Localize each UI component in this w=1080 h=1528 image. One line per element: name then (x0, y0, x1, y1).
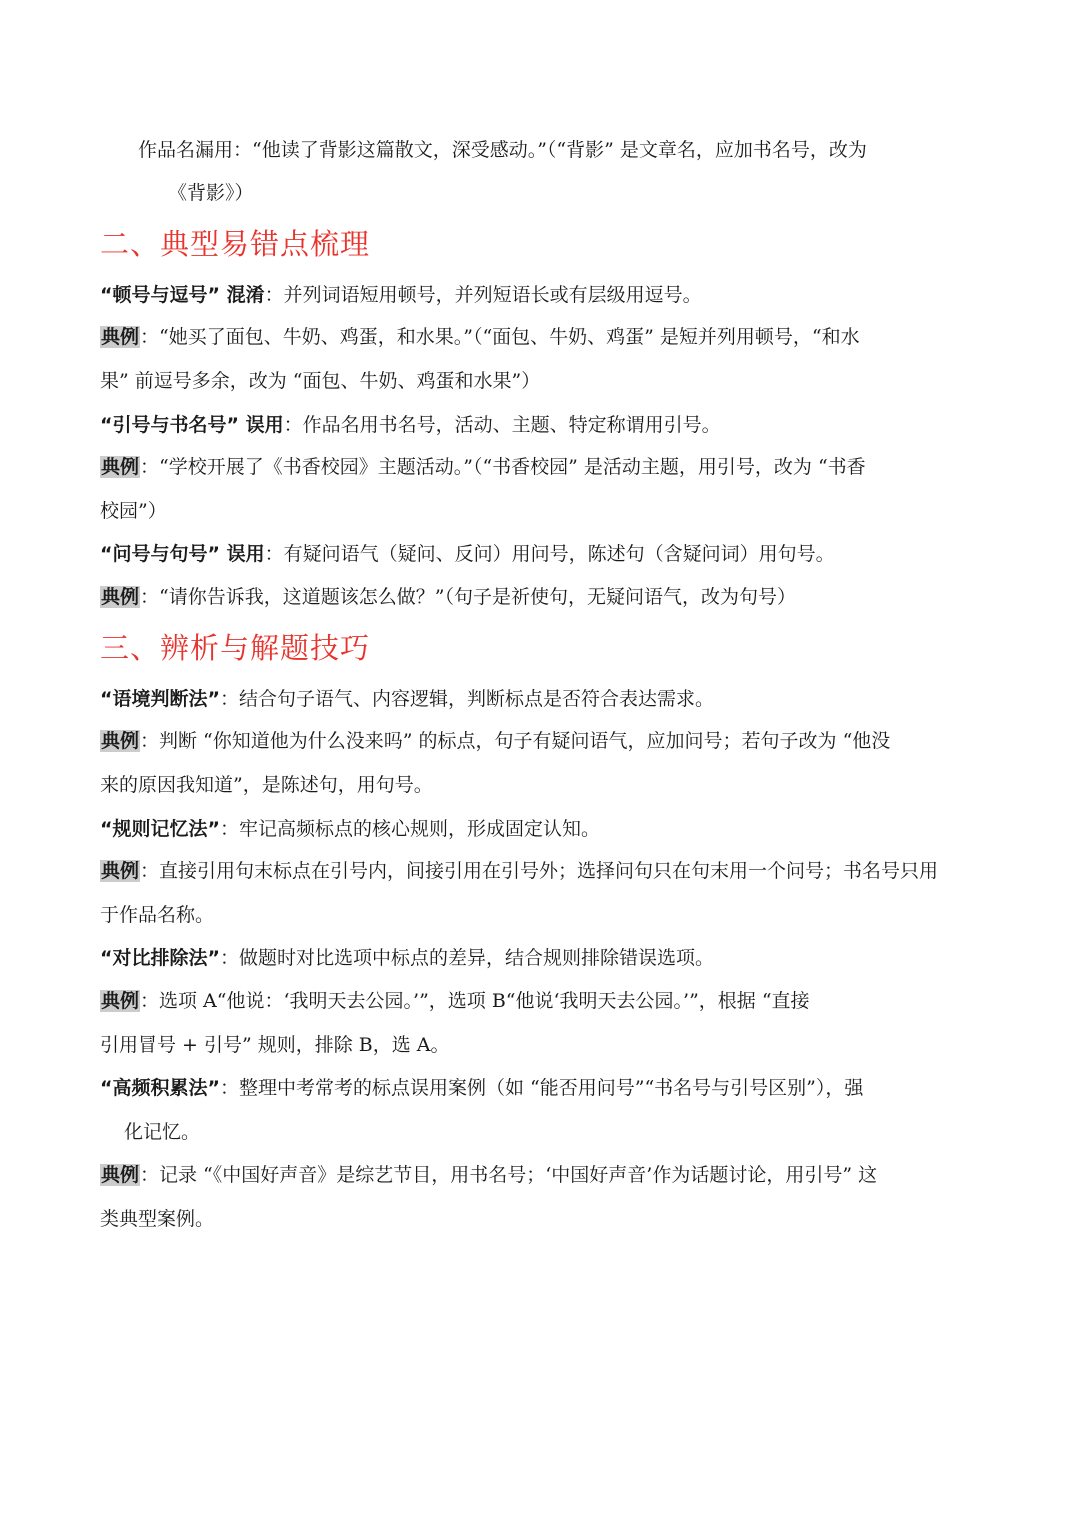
term-label: “语境判断法” (100, 688, 220, 710)
section-2-item-1-rule (100, 281, 702, 309)
section-3-item-3-rule (100, 944, 714, 972)
term-label: “高频积累法” (100, 1077, 220, 1099)
example-text: ：“她买了面包、牛奶、鸡蛋，和水果。”（“面包、牛奶、鸡蛋” 是短并列用顿号，“和水 (140, 326, 860, 348)
term-label: “顿号与逗号” 混淆 (100, 284, 265, 306)
example-tag: 典例 (101, 860, 140, 882)
section-3-item-3-example-cont: 引用冒号 + 引号” 规则，排除 B，选 A。 (100, 1034, 450, 1056)
section-2-item-1-example (100, 323, 860, 351)
example-tag: 典例 (101, 456, 140, 478)
rule-text: ：有疑问语气（疑问、反问）用问号，陈述句（含疑问词）用句号。 (264, 543, 835, 565)
term-label: “问号与句号” 误用 (100, 543, 265, 565)
section-2-item-2-example (100, 453, 866, 481)
section-3-item-1-example-cont: 来的原因我知道”，是陈述句，用句号。 (100, 774, 433, 796)
rule-text: ：整理中考常考的标点误用案例（如 “能否用问号”“书名号与引号区别”），强 (219, 1077, 864, 1099)
section-2-heading: 二、典型易错点梳理 (100, 227, 371, 261)
rule-text: ：做题时对比选项中标点的差异，结合规则排除错误选项。 (219, 947, 714, 969)
section-3-item-4-rule (100, 1074, 863, 1102)
section-3-item-4-example (100, 1161, 877, 1189)
term-label: “引号与书名号” 误用 (100, 414, 284, 436)
intro-line-1: 作品名漏用：“他读了背影这篇散文，深受感动。”（“背影” 是文章名，应加书名号，改为 (138, 139, 867, 161)
section-3-item-2-example (100, 857, 938, 885)
rule-text: ：结合句子语气、内容逻辑，判断标点是否符合表达需求。 (219, 688, 714, 710)
section-3-item-4-rule-cont: 化记忆。 (124, 1121, 201, 1143)
section-2-item-3-rule (100, 540, 835, 568)
example-tag: 典例 (101, 586, 140, 608)
example-text: ：“学校开展了《书香校园》主题活动。”（“书香校园” 是活动主题，用引号，改为 “书香 (140, 456, 866, 478)
example-tag: 典例 (101, 730, 140, 752)
example-text: ：判断 “你知道他为什么没来吗” 的标点，句子有疑问语气，应加问号；若句子改为 “他没 (140, 730, 891, 752)
term-label: “规则记忆法” (100, 818, 220, 840)
section-3-item-1-rule (100, 685, 714, 713)
section-2-item-3-example (100, 583, 796, 611)
section-3-item-4-example-cont: 类典型案例。 (100, 1208, 215, 1230)
example-tag: 典例 (101, 326, 140, 348)
section-3-item-3-example (100, 987, 810, 1015)
section-3-item-2-rule (100, 815, 600, 843)
example-text: ：“请你告诉我，这道题该怎么做？”（句子是祈使句，无疑问语气，改为句号） (140, 586, 796, 608)
rule-text: ：并列词语短用顿号，并列短语长或有层级用逗号。 (264, 284, 702, 306)
example-text: ：记录 “《中国好声音》是综艺节目，用书名号；‘中国好声音’作为话题讨论，用引号” 这 (140, 1164, 878, 1186)
section-3-item-1-example (100, 727, 890, 755)
section-2-item-1-example-cont: 果” 前逗号多余，改为 “面包、牛奶、鸡蛋和水果”） (100, 370, 541, 392)
rule-text: ：牢记高频标点的核心规则，形成固定认知。 (219, 818, 600, 840)
example-tag: 典例 (101, 990, 140, 1012)
section-2-item-2-rule (100, 411, 721, 439)
section-3-item-2-example-cont: 于作品名称。 (100, 904, 215, 926)
intro-line-2: 《背影》） (168, 182, 254, 204)
term-label: “对比排除法” (100, 947, 220, 969)
example-tag: 典例 (101, 1164, 140, 1186)
section-2-item-2-example-cont: 校园”） (100, 500, 167, 522)
section-3-heading: 三、辨析与解题技巧 (100, 631, 371, 665)
example-text: ：选项 A“他说：‘我明天去公园。’”，选项 B“他说‘我明天去公园。’”，根据 “直接 (140, 990, 810, 1012)
example-text: ：直接引用句末标点在引号内，间接引用在引号外；选择问句只在句末用一个问号；书名号只用 (140, 860, 939, 882)
rule-text: ：作品名用书名号，活动、主题、特定称谓用引号。 (283, 414, 721, 436)
